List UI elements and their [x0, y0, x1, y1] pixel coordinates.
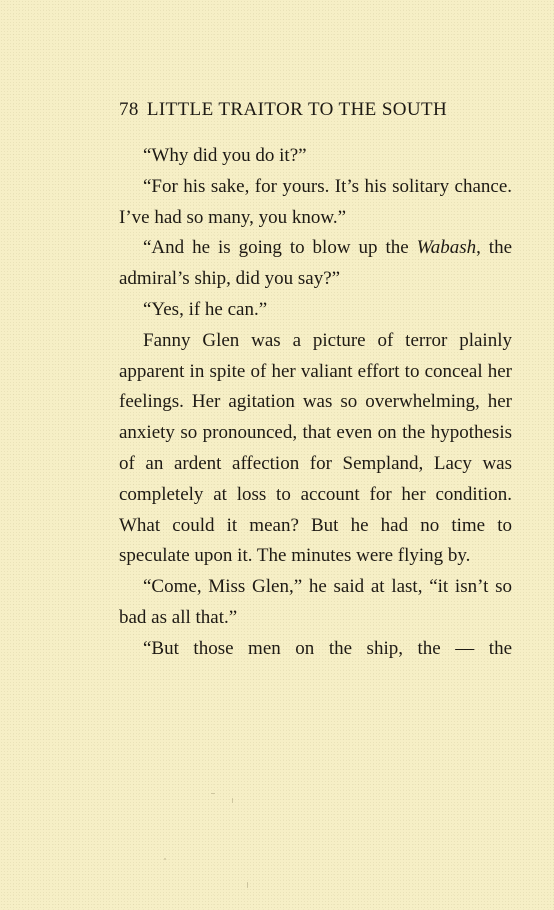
- paragraph-3: [119, 233, 512, 295]
- running-head: [119, 99, 514, 121]
- paragraph-5: Fanny Glen was a picture of terror plainly apparent in spite of her valiant effort to conceal her feelings. Her agitation was so overwhelming, her anxiety so pronounced, that even on the hypothesis of an ardent affection for Sempland, Lacy was completely at loss to account for her condition. What could it mean? But he had no time to speculate upon it. The minutes were flying by.: [119, 329, 512, 567]
- paper-speck: [164, 858, 166, 860]
- paragraph-3-after: , the admiral’s ship, did you say?”: [119, 237, 513, 290]
- paper-speck: [247, 882, 248, 888]
- paper-speck: [211, 793, 215, 794]
- body-text: [119, 141, 512, 665]
- page-number: 78: [119, 99, 139, 120]
- paragraph-4: “Yes, if he can.”: [143, 298, 268, 320]
- paragraph-3-before: “And he is going to blow up the: [143, 237, 417, 259]
- paragraph-7: “But those men on the ship, the — the: [143, 637, 512, 659]
- paragraph-2: “For his sake, for yours. It’s his solitary chance. I’ve had so many, you know.”: [119, 175, 512, 228]
- ship-name: Wabash: [416, 237, 477, 259]
- paragraph-1: “Why did you do it?”: [143, 145, 307, 166]
- running-title: LITTLE TRAITOR TO THE SOUTH: [146, 99, 448, 120]
- paper-speck: [232, 798, 233, 803]
- paragraph-6: “Come, Miss Glen,” he said at last, “it isn’t so bad as all that.”: [119, 576, 512, 628]
